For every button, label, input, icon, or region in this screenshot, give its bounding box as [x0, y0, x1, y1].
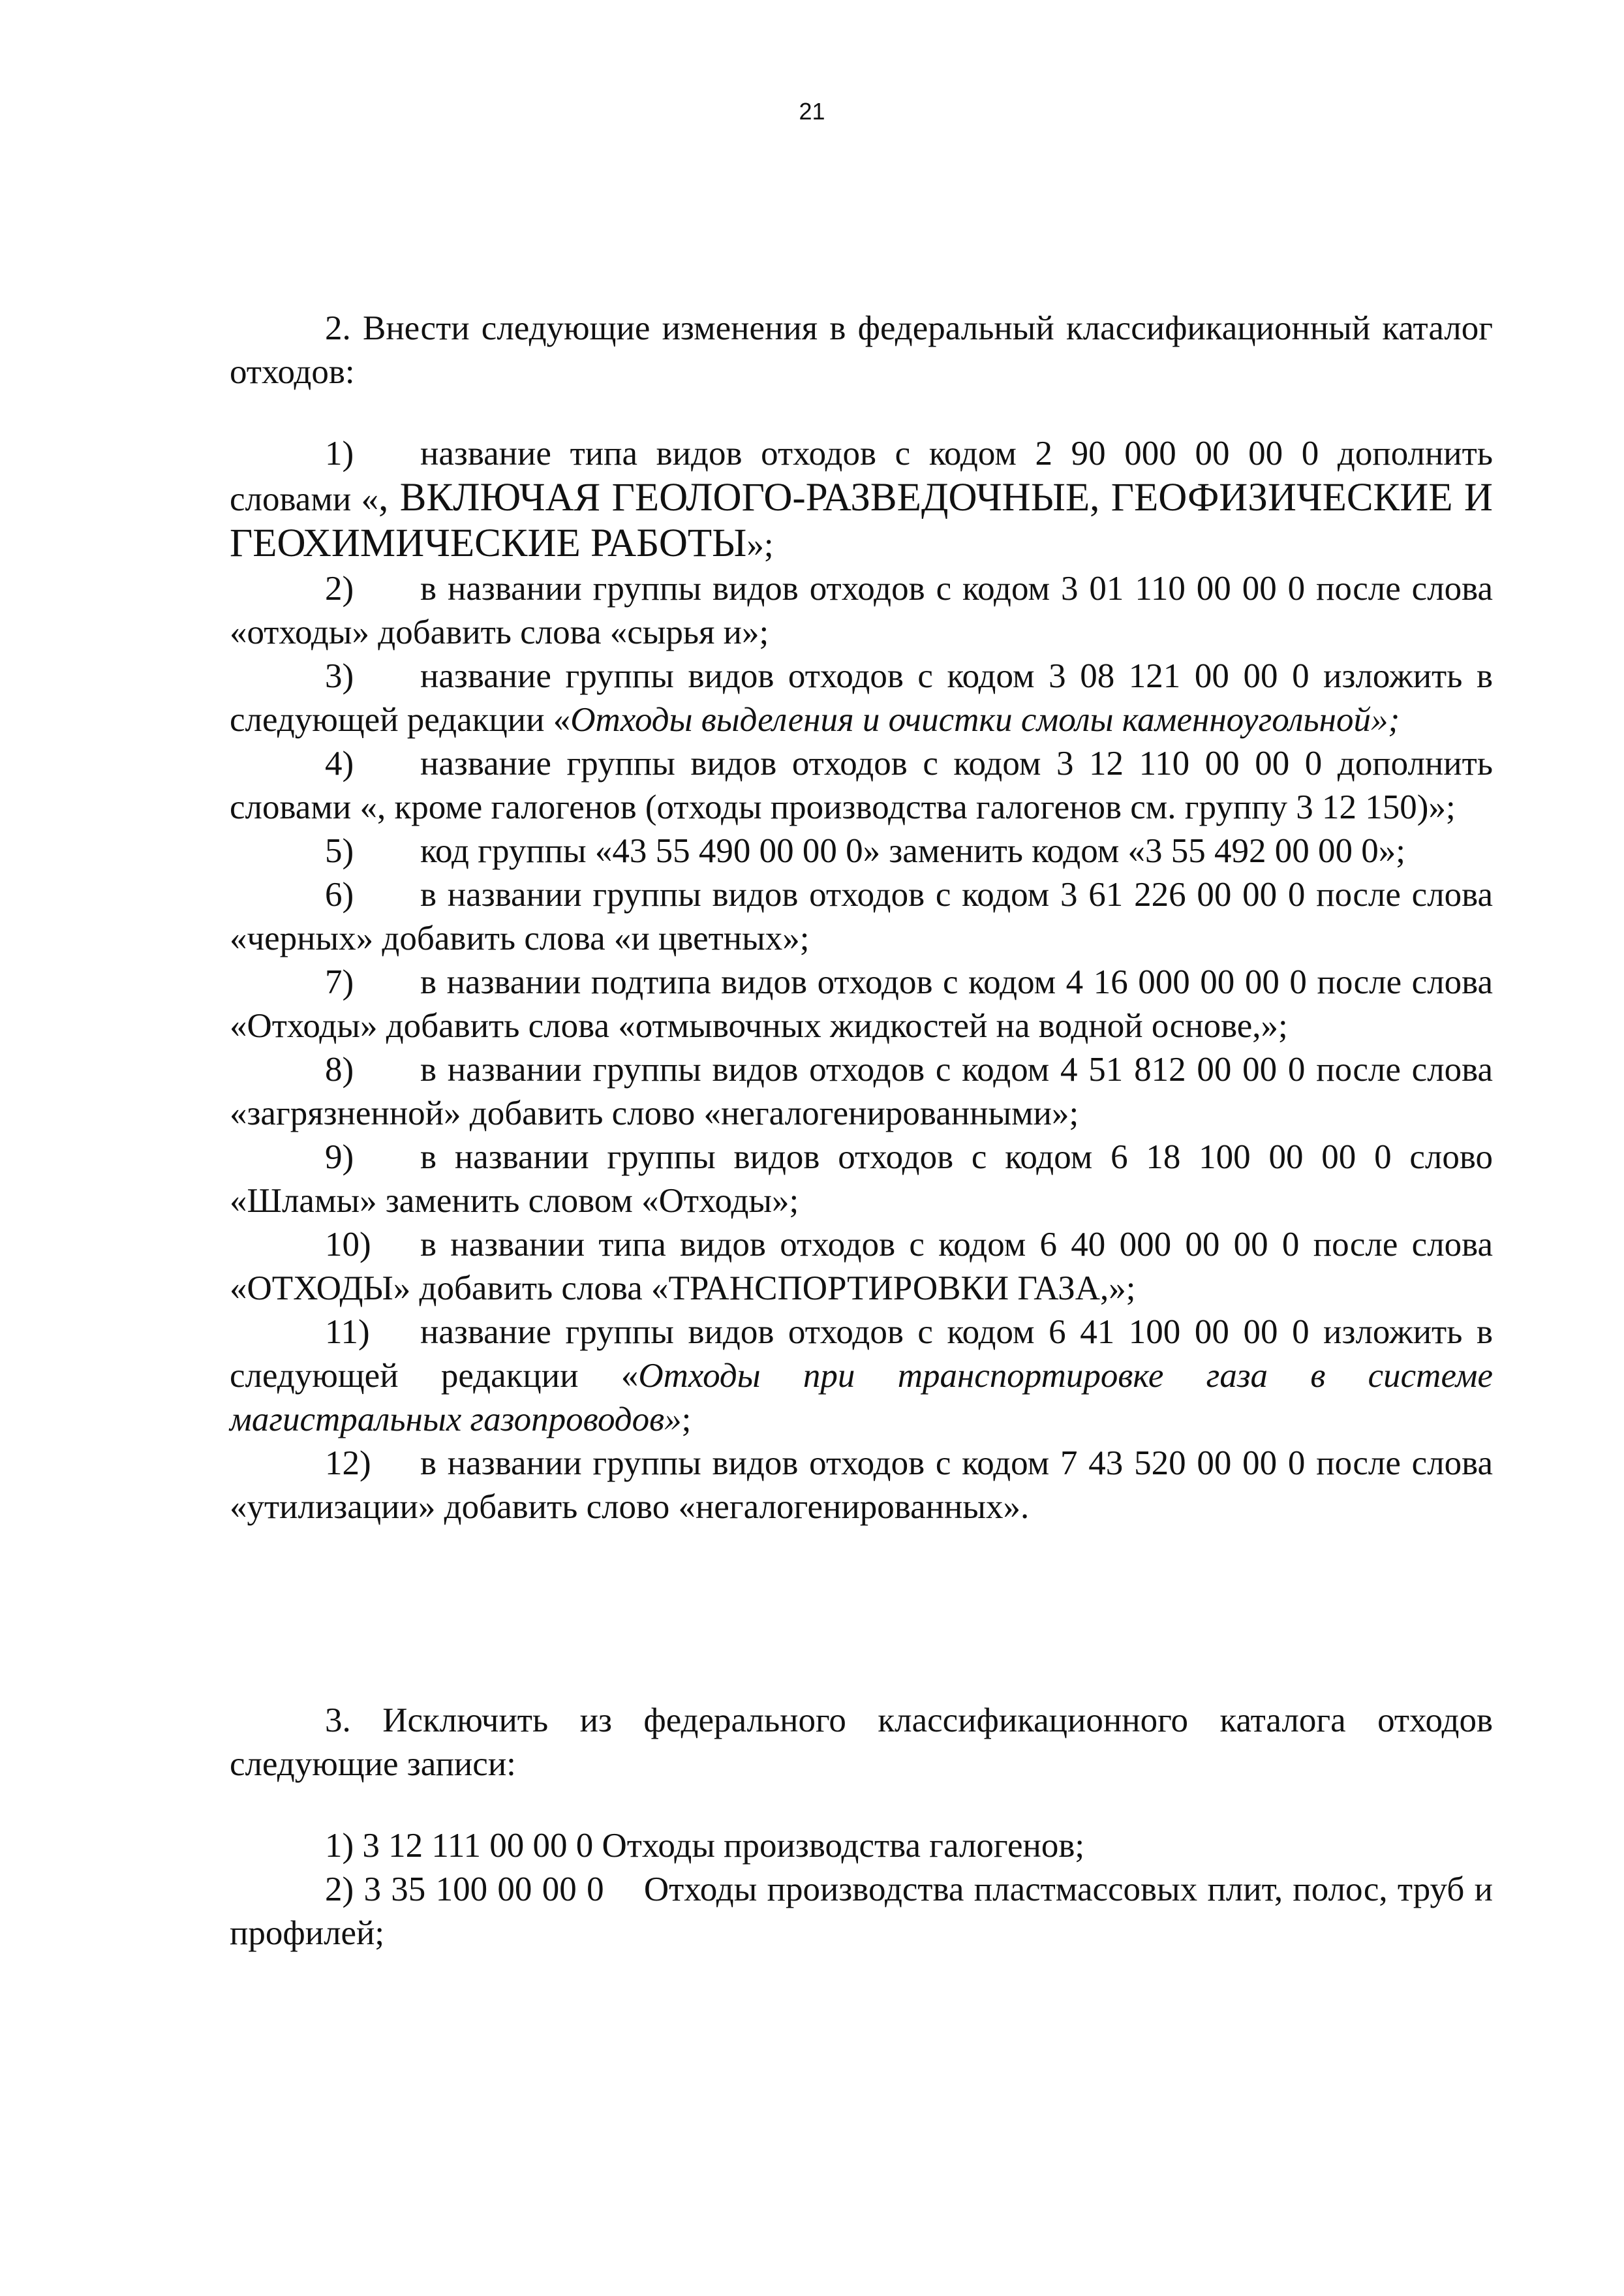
page-number: 21	[799, 98, 825, 125]
item-number: 2)	[325, 570, 354, 608]
item-text: название группы видов отходов с кодом 3 08 121 00 00 0 изложить в следующей редакции «	[230, 657, 1493, 739]
item-text-large: , ВКЛЮЧАЯ ГЕОЛОГО-РАЗВЕДОЧНЫЕ, ГЕОФИЗИЧЕСКИЕ И ГЕОХИМИЧЕСКИЕ РАБОТЫ	[230, 476, 1493, 565]
item-text: в названии группы видов отходов с кодом 6 18 100 00 00 0 слово «Шламы» заменить словом «Отходы»;	[230, 1138, 1493, 1220]
item-text: код группы «43 55 490 00 00 0» заменить кодом «3 55 492 00 00 0»;	[420, 832, 1405, 870]
list-item	[230, 1048, 1493, 1136]
item-text: в названии группы видов отходов с кодом 7 43 520 00 00 0 после слова «утилизации» добавить слово «негалогенированных».	[230, 1444, 1493, 1526]
item-text-after: »;	[746, 526, 774, 564]
item-number: 10)	[325, 1226, 371, 1264]
item-number: 6)	[325, 876, 354, 914]
list-item	[230, 655, 1493, 742]
item-text-after: ;	[681, 1401, 692, 1438]
item-text: название типа видов отходов с кодом 2 90 000 00 00 0 дополнить словами «	[230, 435, 1493, 518]
item-number: 4)	[325, 745, 354, 783]
document-body	[230, 307, 1502, 1955]
list-item	[230, 1136, 1493, 1223]
list-item	[230, 830, 1493, 873]
list-item	[230, 742, 1493, 830]
section-2-intro: 2. Внести следующие изменения в федеральный классификационный каталог отходов:	[230, 309, 1493, 391]
item-number: 5)	[325, 832, 354, 870]
item-text: название группы видов отходов с кодом 6 41 100 00 00 0 изложить в следующей редакции «	[230, 1313, 1493, 1395]
item-text: в названии подтипа видов отходов с кодом 4 16 000 00 00 0 после слова «Отходы» добавить слова «отмывочных жидкостей на водной основе,»;	[230, 963, 1493, 1045]
item-text: в названии группы видов отходов с кодом 3 01 110 00 00 0 после слова «отходы» добавить слова «сырья и»;	[230, 570, 1493, 651]
item-number: 9)	[325, 1138, 354, 1176]
list-item: 2) 3 35 100 00 00 0 Отходы производства пластмассовых плит, полос, труб и профилей;	[230, 1870, 1502, 1952]
item-text-italic: Отходы при транспортировке газа в системе магистральных газопроводов»	[230, 1357, 1494, 1438]
section-3-intro: 3. Исключить из федерального классификационного каталога отходов следующие записи:	[230, 1701, 1493, 1783]
item-text: название группы видов отходов с кодом 3 12 110 00 00 0 дополнить словами «, кроме галогенов (отходы производства галогенов см. группу 3 12 150)»;	[230, 745, 1493, 826]
list-item	[230, 873, 1493, 961]
item-text: в названии группы видов отходов с кодом 3 61 226 00 00 0 после слова «черных» добавить слова «и цветных»;	[230, 876, 1493, 957]
list-item	[230, 961, 1493, 1048]
list-item	[230, 432, 1493, 567]
item-text: в названии группы видов отходов с кодом 4 51 812 00 00 0 после слова «загрязненной» добавить слово «негалогенированными»;	[230, 1051, 1493, 1132]
item-text: в названии типа видов отходов с кодом 6 40 000 00 00 0 после слова «ОТХОДЫ» добавить слова «ТРАНСПОРТИРОВКИ ГАЗА,»;	[230, 1226, 1493, 1307]
item-number: 3)	[325, 657, 354, 695]
item-number: 11)	[325, 1313, 370, 1351]
item-number: 8)	[325, 1051, 354, 1089]
item-number: 7)	[325, 963, 354, 1001]
list-item: 1) 3 12 111 00 00 0 Отходы производства галогенов;	[325, 1827, 1085, 1865]
list-item	[230, 567, 1493, 655]
section-3-list	[230, 1824, 1502, 1955]
item-number: 12)	[325, 1444, 371, 1482]
list-item	[230, 1223, 1493, 1311]
item-number: 1)	[325, 435, 354, 473]
list-item	[230, 1311, 1493, 1442]
item-text-italic: Отходы выделения и очистки смолы каменноугольной»;	[570, 701, 1400, 739]
section-2-list	[230, 432, 1493, 1529]
list-item	[230, 1442, 1493, 1529]
